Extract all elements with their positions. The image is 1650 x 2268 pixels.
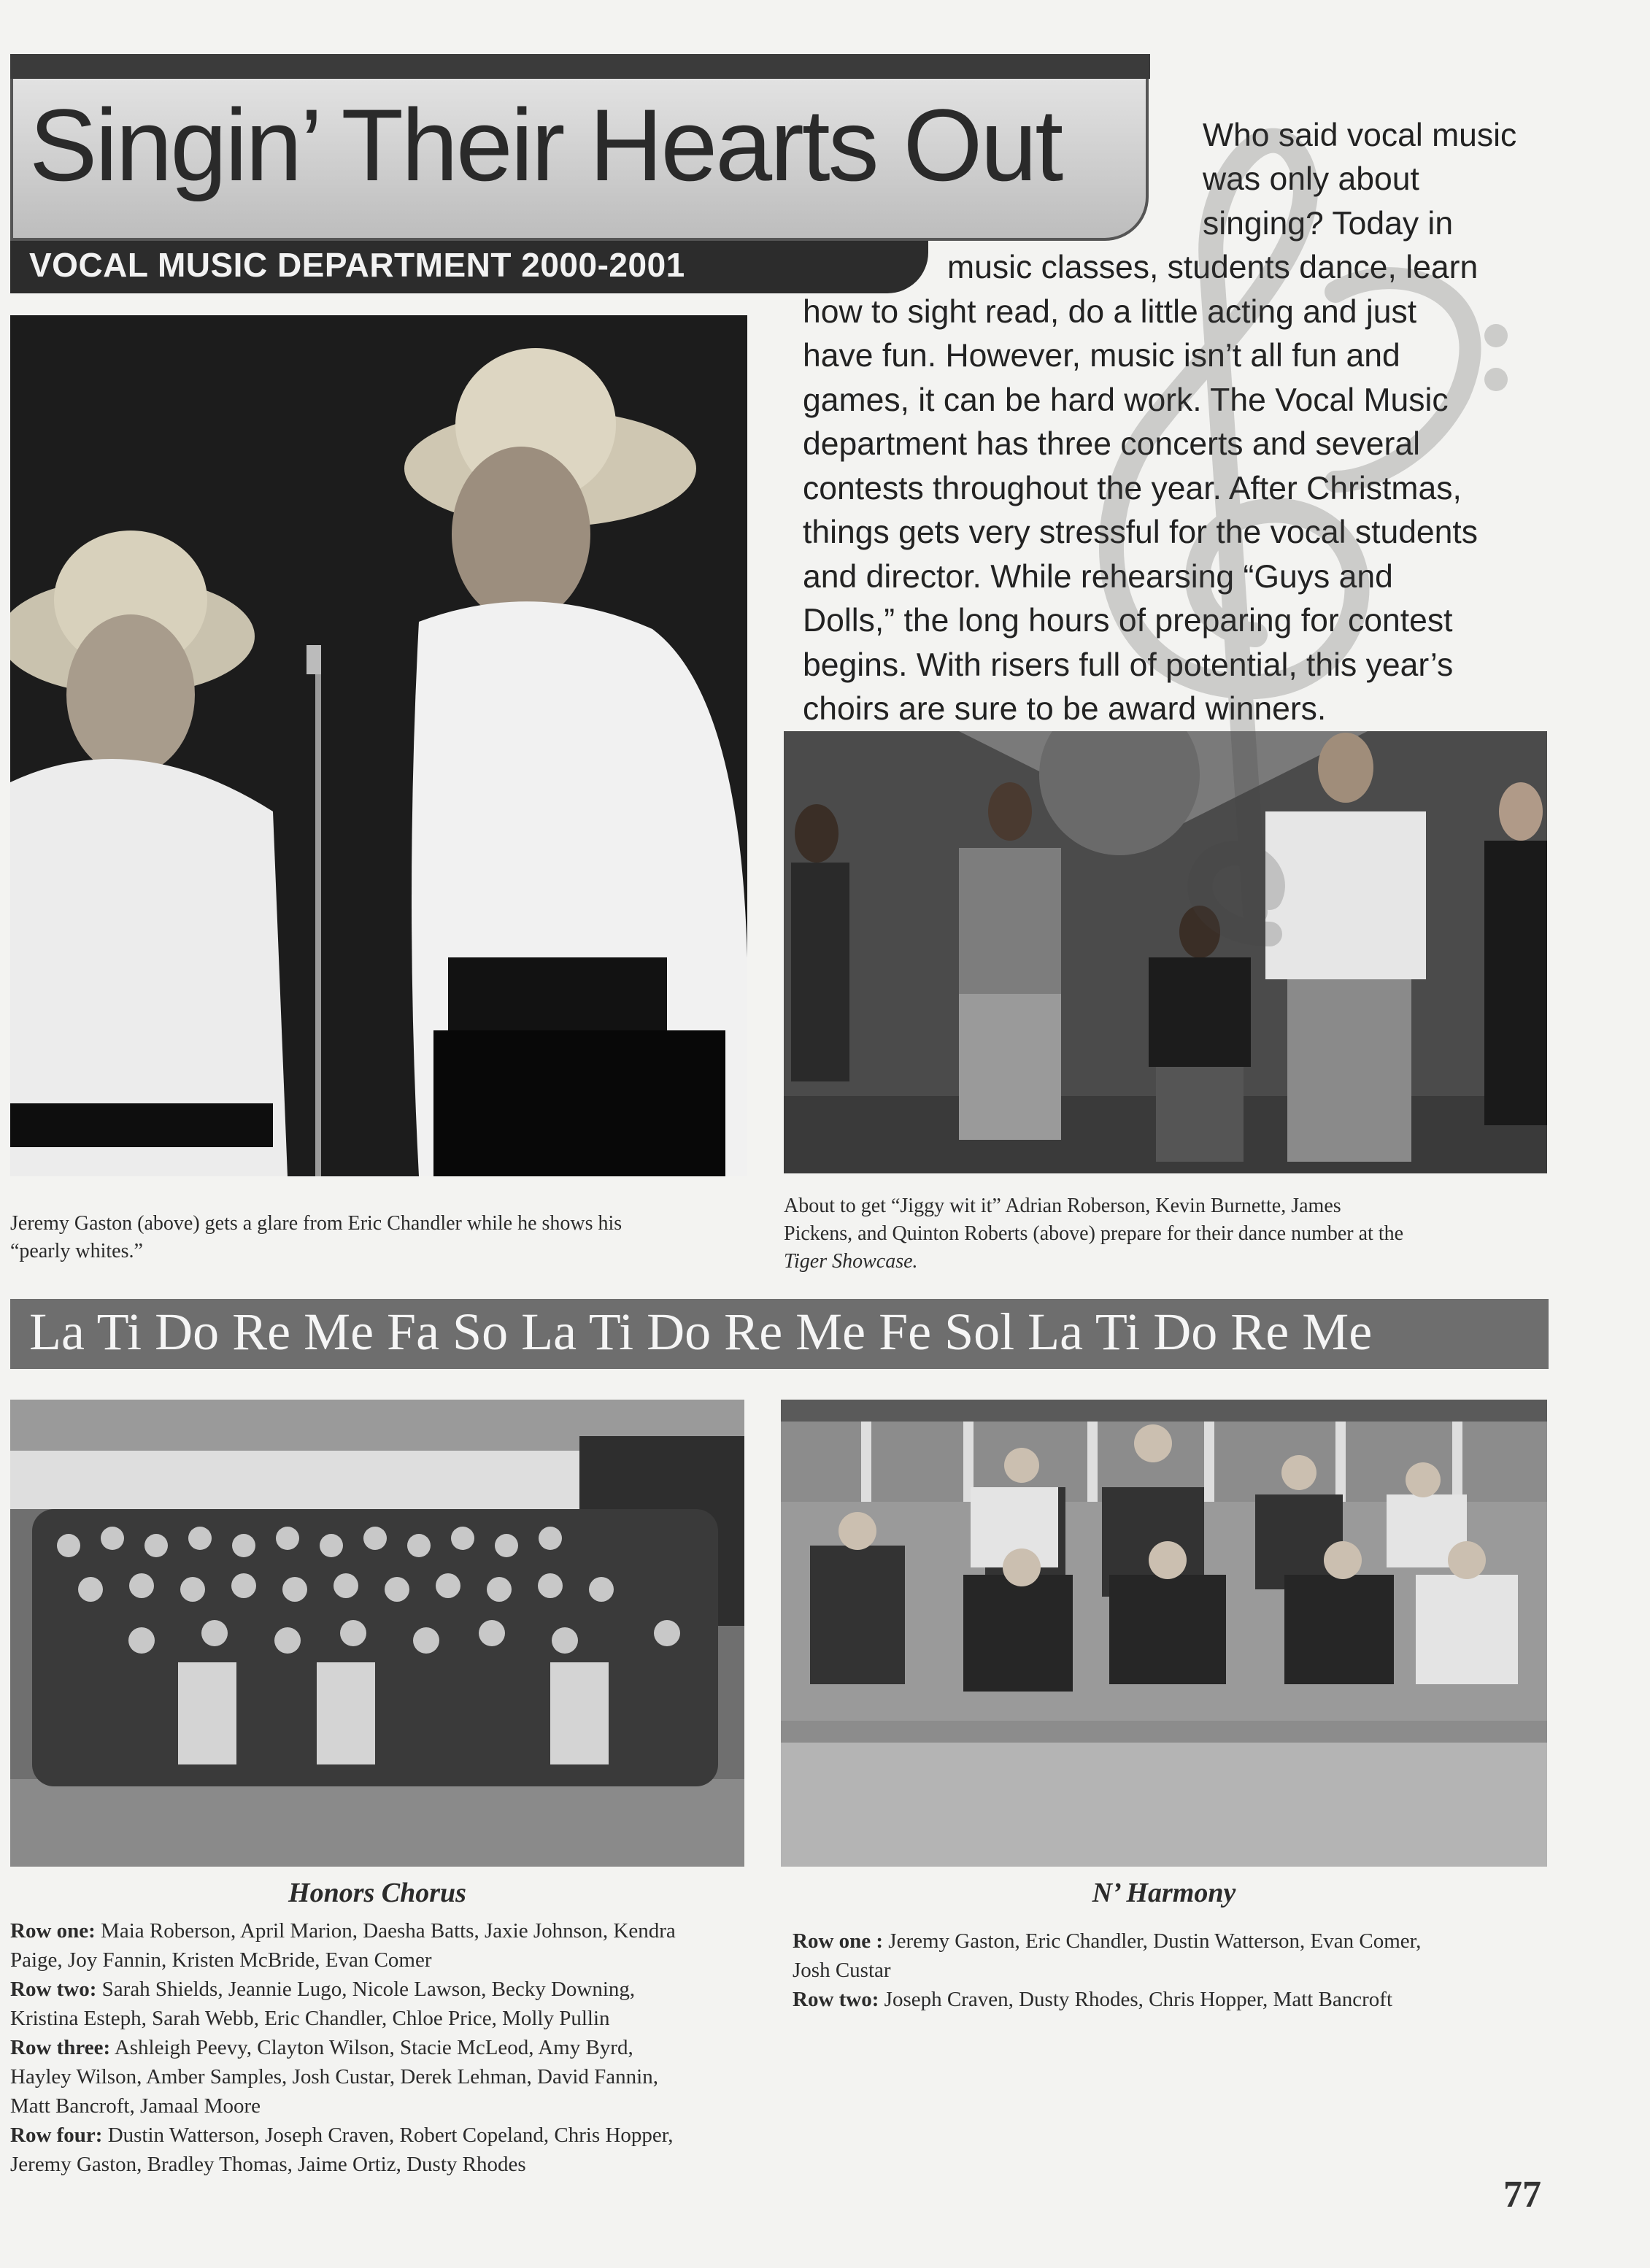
intro-line: choirs are sure to be award winners. [803,691,1327,727]
photo-n-harmony [781,1400,1547,1867]
row-names: Joseph Craven, Dusty Rhodes, Chris Hopper, Matt Bancroft [879,1988,1393,2011]
row-names: Maia Roberson, April Marion, Daesha Batts, Jaxie Johnson, Kendra [95,1919,676,1943]
intro-line: contests throughout the year. After Christmas, [803,471,1462,506]
row-names: Paige, Joy Fannin, Kristen McBride, Evan Comer [10,1948,432,1972]
photo-singers-straw-hats [10,315,747,1176]
row-names: Dustin Watterson, Joseph Craven, Robert Copeland, Chris Hopper, [102,2124,674,2147]
honors-chorus-title: Honors Chorus [288,1878,466,1908]
intro-line: how to sight read, do a little acting and just [803,294,1417,330]
row-label: Row one : [793,1929,884,1953]
caption-right [784,1192,1547,1276]
caption-line: Tiger Showcase. [784,1250,918,1273]
row-label: Row two: [10,1978,97,2001]
intro-line: singing? Today in [1203,206,1454,242]
row-names: Jeremy Gaston, Bradley Thomas, Jaime Ortiz, Dusty Rhodes [10,2153,526,2176]
intro-line: department has three concerts and several [803,426,1420,462]
row-label: Row two: [793,1988,879,2011]
intro-line: games, it can be hard work. The Vocal Music [803,382,1449,418]
honors-chorus-names [10,1916,676,2179]
solfege-text: La Ti Do Re Me Fa So La Ti Do Re Me Fe Sol La Ti Do Re Me [29,1303,1373,1361]
intro-line: have fun. However, music isn’t all fun and [803,338,1400,374]
row-label: Row one: [10,1919,96,1943]
row-names: Sarah Shields, Jeannie Lugo, Nicole Lawson, Becky Downing, [96,1978,636,2001]
intro-line: and director. While rehearsing “Guys and [803,559,1393,595]
intro-line: Who said vocal music [1203,117,1517,153]
caption-line: Jeremy Gaston (above) gets a glare from Eric Chandler while he shows his [10,1212,622,1235]
page-subtitle: VOCAL MUSIC DEPARTMENT 2000-2001 [29,246,685,284]
header-top-rule [10,54,1150,79]
row-names: Matt Bancroft, Jamaal Moore [10,2094,261,2118]
intro-line: things gets very stressful for the vocal students [803,514,1479,550]
row-label: Row three: [10,2036,111,2059]
intro-line: begins. With risers full of potential, this year’s [803,647,1454,683]
intro-line: music classes, students dance, learn [947,250,1479,285]
row-names: Hayley Wilson, Amber Samples, Josh Custar, Derek Lehman, David Fannin, [10,2065,658,2088]
page-number: 77 [1503,2174,1541,2215]
caption-line: Pickens, and Quinton Roberts (above) prepare for their dance number at the [784,1222,1404,1245]
row-names: Josh Custar [793,1959,891,1982]
row-names: Ashleigh Peevy, Clayton Wilson, Stacie McLeod, Amy Byrd, [110,2036,633,2059]
n-harmony-title: N’ Harmony [1092,1878,1236,1908]
n-harmony-names [793,1926,1421,2014]
intro-line: was only about [1203,161,1419,197]
caption-left [10,1210,747,1265]
row-names: Jeremy Gaston, Eric Chandler, Dustin Watterson, Evan Comer, [883,1929,1422,1953]
photo-honors-chorus [10,1400,744,1867]
caption-line: About to get “Jiggy wit it” Adrian Roberson, Kevin Burnette, James [784,1195,1341,1217]
row-label: Row four: [10,2124,103,2147]
row-names: Kristina Esteph, Sarah Webb, Eric Chandler, Chloe Price, Molly Pullin [10,2007,610,2030]
caption-line: “pearly whites.” [10,1240,143,1262]
treble-clef-icon [992,73,1518,949]
page-title: Singin’ Their Hearts Out [29,88,1062,202]
intro-line: Dolls,” the long hours of preparing for contest [803,603,1453,639]
